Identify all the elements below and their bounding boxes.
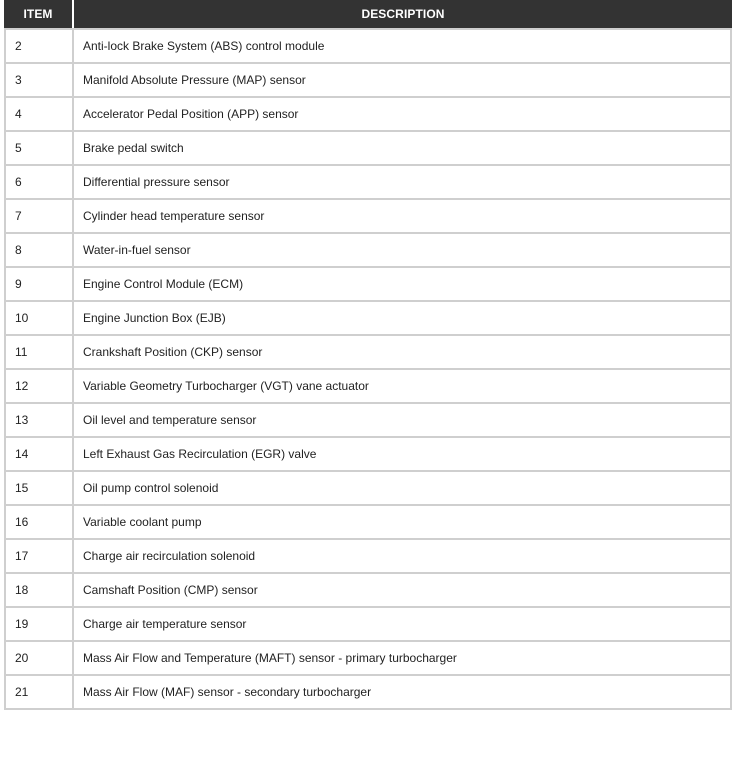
table-row — [4, 28, 732, 64]
table-body — [4, 28, 732, 710]
item-description: Camshaft Position (CMP) sensor — [74, 574, 732, 608]
item-number: 7 — [4, 200, 74, 234]
table-row — [4, 200, 732, 234]
item-number: 20 — [4, 642, 74, 676]
table-row — [4, 676, 732, 710]
component-legend-table — [4, 0, 732, 710]
description-column-header: DESCRIPTION — [74, 0, 732, 28]
item-description: Accelerator Pedal Position (APP) sensor — [74, 98, 732, 132]
table-row — [4, 506, 732, 540]
item-description: Charge air temperature sensor — [74, 608, 732, 642]
item-number: 6 — [4, 166, 74, 200]
item-number: 11 — [4, 336, 74, 370]
item-description: Manifold Absolute Pressure (MAP) sensor — [74, 64, 732, 98]
item-number: 21 — [4, 676, 74, 710]
item-description: Variable coolant pump — [74, 506, 732, 540]
item-description: Oil level and temperature sensor — [74, 404, 732, 438]
item-number: 4 — [4, 98, 74, 132]
item-description: Differential pressure sensor — [74, 166, 732, 200]
table-row — [4, 166, 732, 200]
item-number: 3 — [4, 64, 74, 98]
table-row — [4, 642, 732, 676]
item-number: 10 — [4, 302, 74, 336]
item-number: 15 — [4, 472, 74, 506]
item-number: 14 — [4, 438, 74, 472]
table-header — [4, 0, 732, 28]
item-description: Anti-lock Brake System (ABS) control module — [74, 28, 732, 64]
item-number: 17 — [4, 540, 74, 574]
table-row — [4, 234, 732, 268]
item-description: Left Exhaust Gas Recirculation (EGR) valve — [74, 438, 732, 472]
table-row — [4, 404, 732, 438]
table-row — [4, 336, 732, 370]
item-description: Crankshaft Position (CKP) sensor — [74, 336, 732, 370]
item-description: Brake pedal switch — [74, 132, 732, 166]
item-number: 2 — [4, 28, 74, 64]
table-row — [4, 574, 732, 608]
item-description: Mass Air Flow and Temperature (MAFT) sensor - primary turbocharger — [74, 642, 732, 676]
table-row — [4, 98, 732, 132]
item-number: 8 — [4, 234, 74, 268]
table-row — [4, 472, 732, 506]
item-description: Mass Air Flow (MAF) sensor - secondary turbocharger — [74, 676, 732, 710]
item-number: 18 — [4, 574, 74, 608]
table-row — [4, 540, 732, 574]
item-number: 9 — [4, 268, 74, 302]
item-description: Cylinder head temperature sensor — [74, 200, 732, 234]
item-number: 12 — [4, 370, 74, 404]
table-row — [4, 302, 732, 336]
item-description: Charge air recirculation solenoid — [74, 540, 732, 574]
item-description: Engine Control Module (ECM) — [74, 268, 732, 302]
table-row — [4, 370, 732, 404]
item-number: 19 — [4, 608, 74, 642]
item-number: 5 — [4, 132, 74, 166]
item-number: 16 — [4, 506, 74, 540]
item-description: Variable Geometry Turbocharger (VGT) vane actuator — [74, 370, 732, 404]
table-row — [4, 268, 732, 302]
table-row — [4, 64, 732, 98]
item-description: Engine Junction Box (EJB) — [74, 302, 732, 336]
header-row — [4, 0, 732, 28]
item-number: 13 — [4, 404, 74, 438]
item-column-header: ITEM — [4, 0, 74, 28]
item-description: Oil pump control solenoid — [74, 472, 732, 506]
table-row — [4, 608, 732, 642]
table-row — [4, 132, 732, 166]
table-row — [4, 438, 732, 472]
item-description: Water-in-fuel sensor — [74, 234, 732, 268]
